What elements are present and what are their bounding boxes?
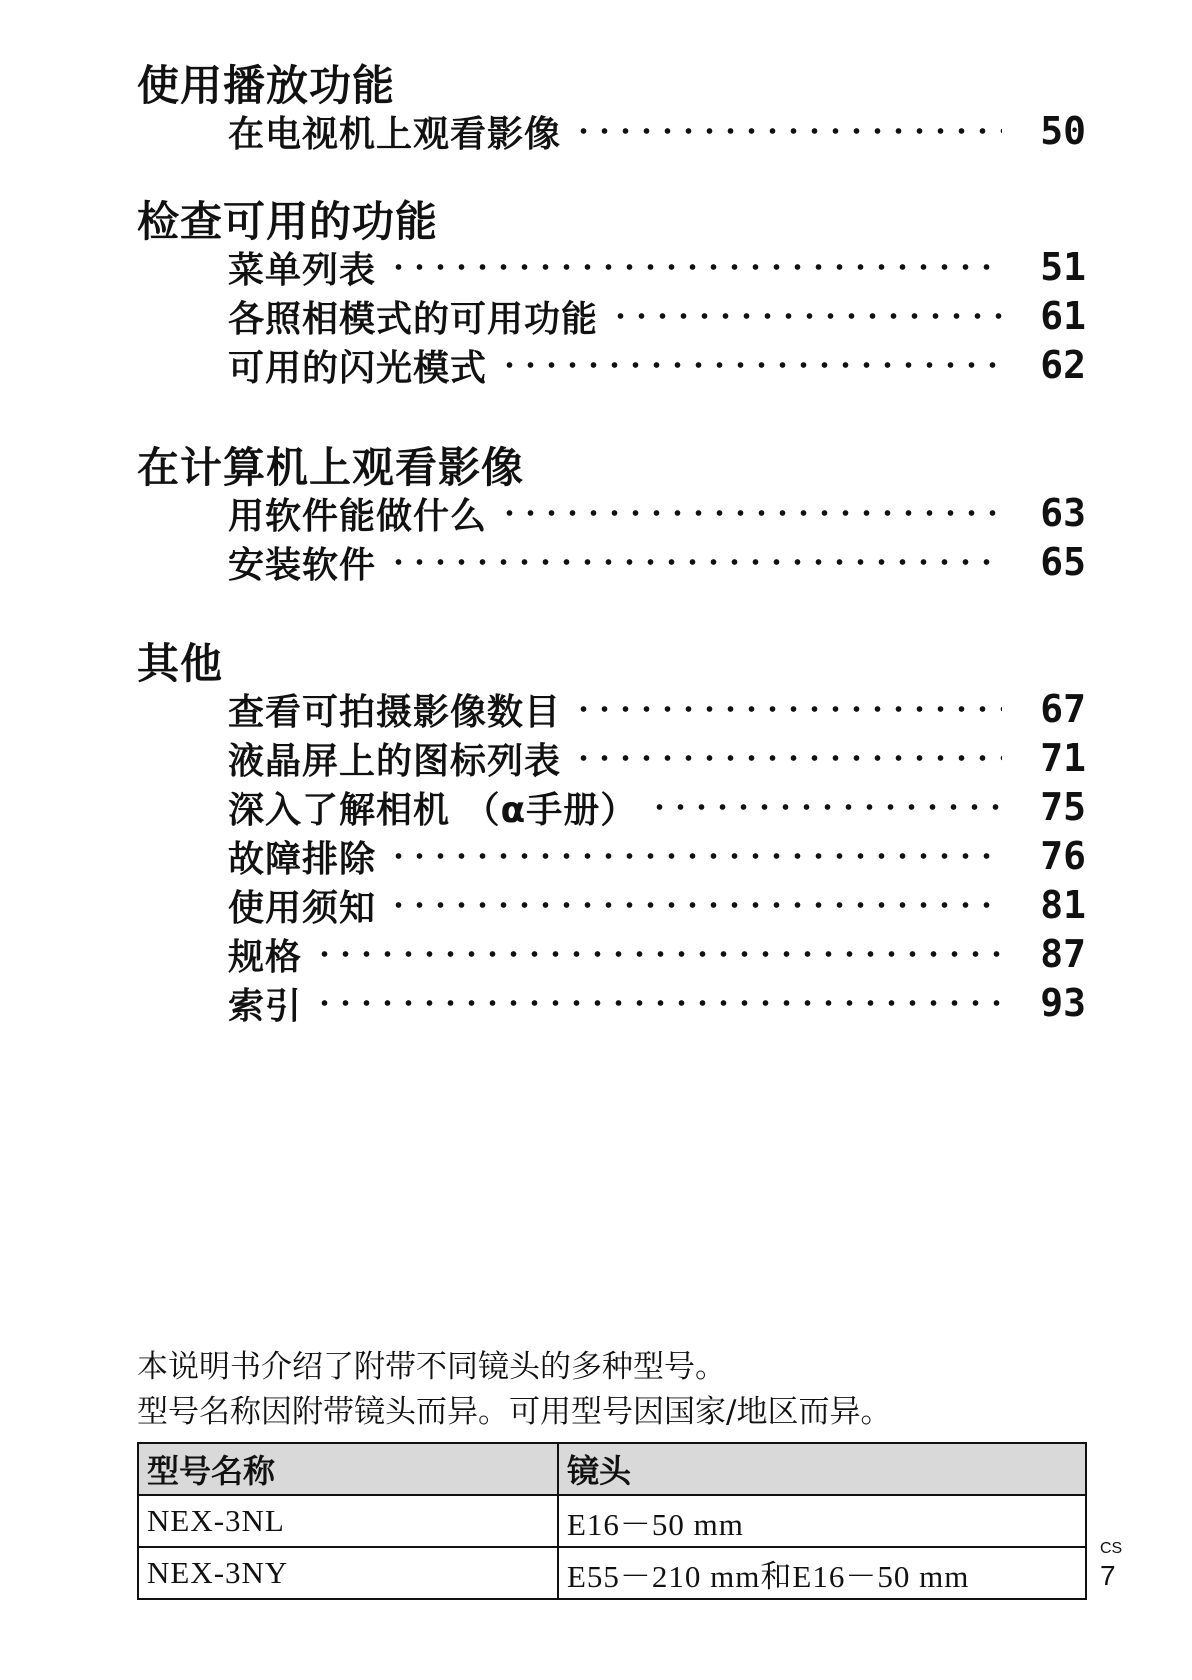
toc-entry[interactable] [228,244,1086,290]
toc-entry[interactable] [228,833,1086,879]
intro-line-2: 型号名称因附带镜头而异。可用型号因国家/地区而异。 [137,1394,892,1430]
entry-label: 查看可拍摄影像数目 [228,691,562,733]
toc-entry[interactable] [228,108,1086,154]
section-title: 检查可用的功能 [137,197,439,246]
entry-page: 71 [1040,736,1086,780]
entry-label: 液晶屏上的图标列表 [228,740,562,782]
entry-page: 67 [1040,687,1086,731]
entry-label: 菜单列表 [228,249,377,291]
intro-line-1: 本说明书介绍了附带不同镜头的多种型号。 [137,1349,726,1385]
dot-leader [610,306,1002,326]
entry-page: 51 [1040,245,1086,289]
page-number: 7 [1100,1560,1116,1591]
entry-label: 各照相模式的可用功能 [228,298,599,340]
toc-entry[interactable] [228,293,1086,339]
dot-leader [649,797,1002,817]
toc-entry[interactable] [228,686,1086,732]
cell-model: NEX-3NY [138,1547,558,1599]
dot-leader [573,699,1002,719]
toc-entry[interactable] [228,342,1086,388]
table-row [138,1495,1086,1547]
section-title: 其他 [137,639,224,688]
entry-page: 75 [1040,785,1086,829]
dot-leader [573,748,1002,768]
table-header-row [138,1443,1086,1495]
entry-page: 61 [1040,294,1086,338]
table-row [138,1547,1086,1599]
toc-entry[interactable] [228,490,1086,536]
dot-leader [499,355,1002,375]
toc-entry[interactable] [228,735,1086,781]
entry-label: 用软件能做什么 [228,495,488,537]
entry-page: 93 [1040,981,1086,1025]
toc-entry[interactable] [228,931,1086,977]
entry-page: 62 [1040,343,1086,387]
section-title: 在计算机上观看影像 [137,443,525,492]
entry-page: 65 [1040,540,1086,584]
entry-label: 安装软件 [228,544,377,586]
dot-leader [388,552,1002,572]
entry-page: 87 [1040,932,1086,976]
section-title: 使用播放功能 [137,61,396,110]
model-intro [137,1345,891,1435]
toc-entry[interactable] [228,784,1086,830]
entry-page: 63 [1040,491,1086,535]
cell-lens: E55－210 mm和E16－50 mm [558,1547,1086,1599]
entry-label: 深入了解相机 （α手册） [228,789,638,831]
dot-leader [388,846,1002,866]
entry-page: 50 [1040,109,1086,153]
dot-leader [314,993,1002,1013]
cell-model: NEX-3NL [138,1495,558,1547]
language-code: CS [1100,1540,1123,1557]
entry-page: 76 [1040,834,1086,878]
dot-leader [388,257,1002,277]
column-header-lens: 镜头 [558,1443,1086,1495]
dot-leader [388,895,1002,915]
cell-lens: E16－50 mm [558,1495,1086,1547]
dot-leader [499,503,1002,523]
toc-entry[interactable] [228,980,1086,1026]
dot-leader [573,121,1002,141]
entry-label: 索引 [228,985,303,1027]
model-table [137,1442,1087,1600]
entry-label: 在电视机上观看影像 [228,113,562,155]
column-header-model: 型号名称 [138,1443,558,1495]
entry-page: 81 [1040,883,1086,927]
toc-entry[interactable] [228,882,1086,928]
dot-leader [314,944,1002,964]
toc-entry[interactable] [228,539,1086,585]
entry-label: 可用的闪光模式 [228,347,488,389]
entry-label: 规格 [228,936,303,978]
entry-label: 使用须知 [228,887,377,929]
entry-label: 故障排除 [228,838,377,880]
